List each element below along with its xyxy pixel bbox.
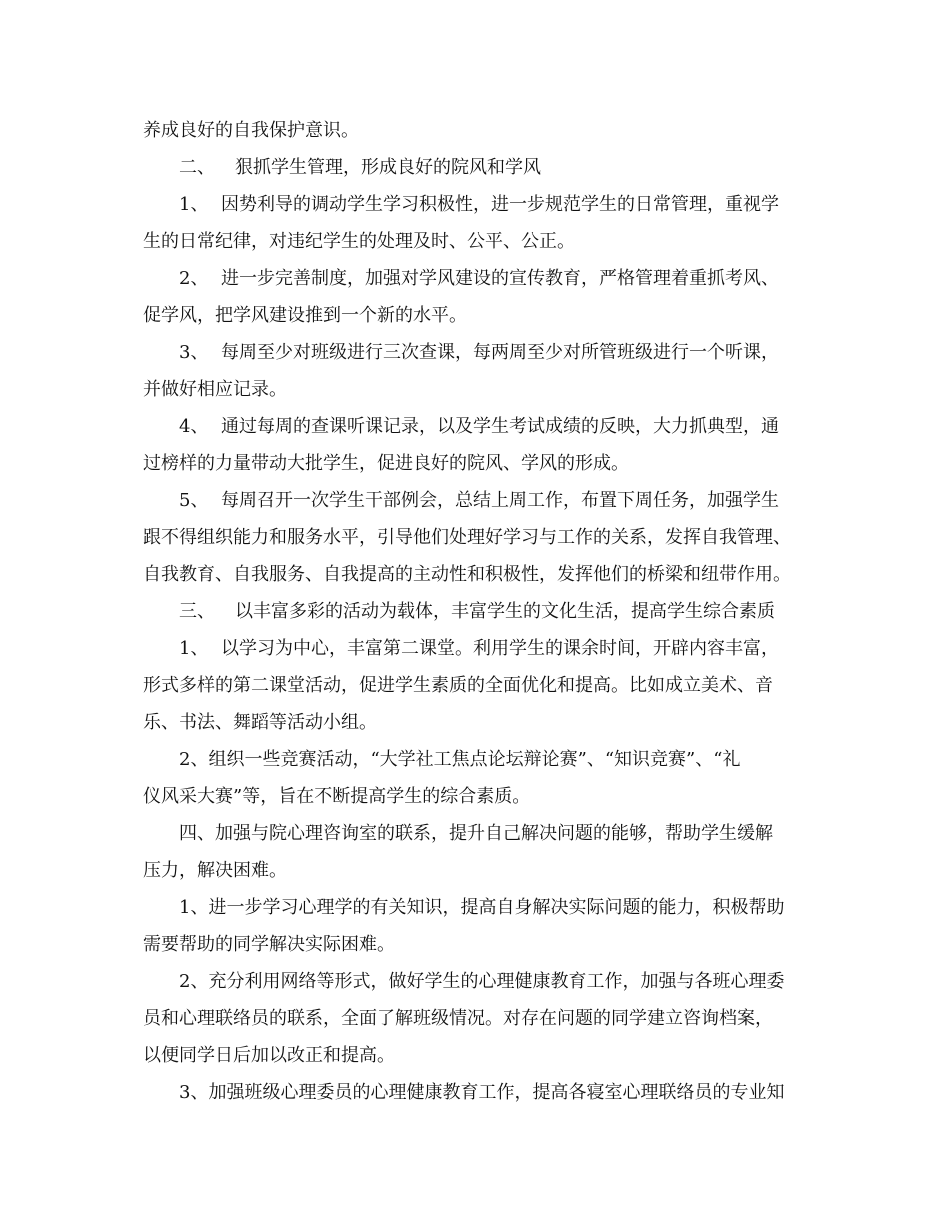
list-item xyxy=(143,482,805,519)
section-number: 三、 xyxy=(179,601,215,622)
text-line: 生的日常纪律，对违纪学生的处理及时、公平、公正。 xyxy=(143,231,575,252)
paragraph-line: 3、加强班级心理委员的心理健康教育工作，提高各寝室心理联络员的专业知 xyxy=(179,1082,785,1103)
item-number: 2、 xyxy=(179,268,209,289)
item-number: 3、 xyxy=(179,342,209,363)
list-item xyxy=(143,260,805,297)
list-item xyxy=(143,630,805,667)
section-title: 以丰富多彩的活动为载体，丰富学生的文化生活，提高学生综合素质 xyxy=(235,601,775,622)
item-text: 进一步完善制度，加强对学风建设的宣传教育，严格管理着重抓考风、 xyxy=(221,268,779,289)
text-line: 压力，解决困难。 xyxy=(143,860,287,881)
item-number: 4、 xyxy=(179,416,209,437)
item-text: 以学习为中心，丰富第二课堂。利用学生的课余时间，开辟内容丰富， xyxy=(221,638,779,659)
section-heading xyxy=(143,593,805,630)
section-heading: 四、加强与院心理咨询室的联系，提升自己解决问题的能够，帮助学生缓解 xyxy=(179,823,773,844)
list-item xyxy=(143,186,805,223)
text-line: 员和心理联络员的联系，全面了解班级情况。对存在问题的同学建立咨询档案， xyxy=(143,1008,773,1029)
text-line: 促学风，把学风建设推到一个新的水平。 xyxy=(143,305,467,326)
item-number: 1、 xyxy=(179,194,209,215)
item-number: 5、 xyxy=(179,490,209,511)
text-line: 并做好相应记录。 xyxy=(143,379,287,400)
item-number: 1、 xyxy=(179,638,209,659)
section-number: 二、 xyxy=(179,157,215,178)
text-line: 跟不得组织能力和服务水平，引导他们处理好学习与工作的关系，发挥自我管理、 xyxy=(143,527,791,548)
list-item xyxy=(143,334,805,371)
item-text: 因势利导的调动学生学习积极性，进一步规范学生的日常管理，重视学 xyxy=(221,194,779,215)
text-line: 形式多样的第二课堂活动，促进学生素质的全面优化和提高。比如成立美术、音 xyxy=(143,675,773,696)
section-heading xyxy=(143,149,805,186)
text-line: 自我教育、自我服务、自我提高的主动性和积极性，发挥他们的桥梁和纽带作用。 xyxy=(143,564,791,585)
item-text: 通过每周的查课听课记录，以及学生考试成绩的反映，大力抓典型，通 xyxy=(221,416,779,437)
document-page xyxy=(143,112,805,1111)
text-line: 需要帮助的同学解决实际困难。 xyxy=(143,934,395,955)
text-line: 乐、书法、舞蹈等活动小组。 xyxy=(143,712,377,733)
text-line: 养成良好的自我保护意识。 xyxy=(143,120,359,141)
paragraph-line: 2、组织一些竞赛活动，“大学社工焦点论坛辩论赛”、“知识竞赛”、“礼 xyxy=(179,749,741,770)
text-line: 以便同学日后加以改正和提高。 xyxy=(143,1045,395,1066)
paragraph-line: 1、进一步学习心理学的有关知识，提高自身解决实际问题的能力，积极帮助 xyxy=(179,897,785,918)
item-text: 每周至少对班级进行三次查课，每两周至少对所管班级进行一个听课， xyxy=(221,342,779,363)
paragraph-line: 2、充分利用网络等形式，做好学生的心理健康教育工作，加强与各班心理委 xyxy=(179,971,785,992)
item-text: 每周召开一次学生干部例会，总结上周工作，布置下周任务，加强学生 xyxy=(221,490,779,511)
section-title: 狠抓学生管理，形成良好的院风和学风 xyxy=(235,157,541,178)
text-line: 过榜样的力量带动大批学生，促进良好的院风、学风的形成。 xyxy=(143,453,629,474)
list-item xyxy=(143,408,805,445)
text-line: 仪风采大赛”等，旨在不断提高学生的综合素质。 xyxy=(143,786,531,807)
